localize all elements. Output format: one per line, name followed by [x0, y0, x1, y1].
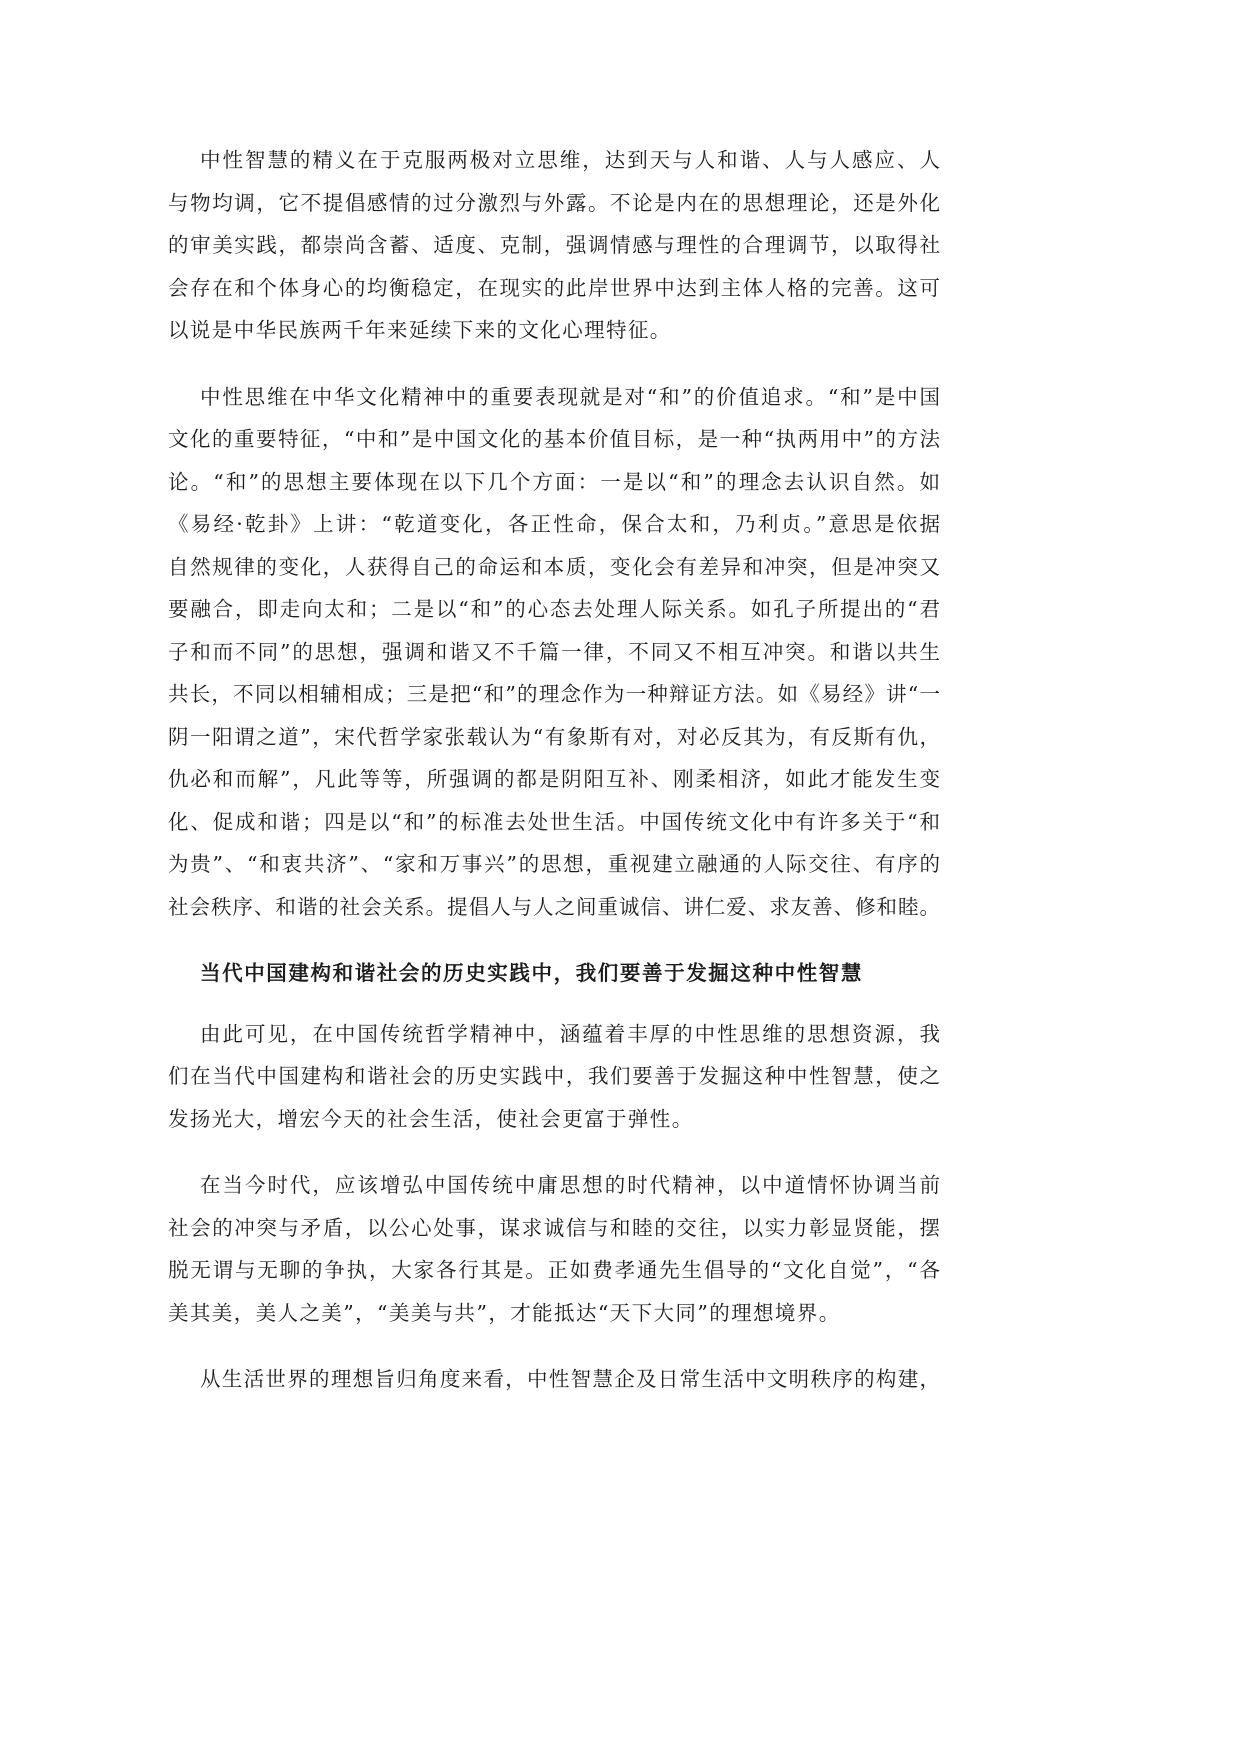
text-line: 从生活世界的理想旨归角度来看，中性智慧企及日常生活中文明秩序的构建， [200, 1367, 940, 1391]
paragraph-5 [168, 1358, 940, 1401]
text-line: 中性思维在中华文化精神中的重要表现就是对“和”的价值追求。“和”是中国 [200, 384, 940, 409]
text-line: 化、促成和谐；四是以“和”的标准去处世生活。中国传统文化中有许多关于“和 [168, 809, 940, 834]
text-line: 为贵”、“和衷共济”、“家和万事兴”的思想，重视建立融通的人际交往、有序的 [168, 852, 940, 876]
text-line: 《易经·乾卦》上讲：“乾道变化，各正性命，保合太和，乃利贞。”意思是依据 [168, 512, 940, 536]
text-line: 子和而不同”的思想，强调和谐又不千篇一律，不同又不相互冲突。和谐以共生 [168, 639, 940, 664]
text-line: 中性智慧的精义在于克服两极对立思维，达到天与人和谐、人与人感应、人 [200, 148, 940, 172]
text-line: 论。“和”的思想主要体现在以下几个方面：一是以“和”的理念去认识自然。如 [168, 469, 940, 494]
paragraph-1 [168, 139, 940, 352]
paragraph-4 [168, 1164, 940, 1334]
text-line: 社会的冲突与矛盾，以公心处事，谋求诚信与和睦的交往，以实力彰显贤能，摆 [168, 1215, 940, 1240]
text-line: 脱无谓与无聊的争执，大家各行其是。正如费孝通先生倡导的“文化自觉”，“各 [168, 1258, 940, 1282]
text-line: 会存在和个体身心的均衡稳定，在现实的此岸世界中达到主体人格的完善。这可 [168, 275, 940, 300]
text-line: 社会秩序、和谐的社会关系。提倡人与人之间重诚信、讲仁爱、求友善、修和睦。 [168, 894, 940, 919]
text-line: 们在当代中国建构和谐社会的历史实践中，我们要善于发掘这种中性智慧，使之 [168, 1064, 940, 1088]
text-line: 共长，不同以相辅相成；三是把“和”的理念作为一种辩证方法。如《易经》讲“一 [168, 682, 940, 706]
section-heading: 当代中国建构和谐社会的历史实践中，我们要善于发掘这种中性智慧 [200, 961, 863, 985]
text-line: 要融合，即走向太和；二是以“和”的心态去处理人际关系。如孔子所提出的“君 [168, 597, 940, 621]
text-line: 仇必和而解”，凡此等等，所强调的都是阴阳互补、刚柔相济，如此才能发生变 [168, 767, 940, 791]
text-line: 阴一阳谓之道”，宋代哲学家张载认为“有象斯有对，对必反其为，有反斯有仇， [168, 724, 940, 749]
text-line: 的审美实践，都崇尚含蓄、适度、克制，强调情感与理性的合理调节，以取得社 [168, 233, 940, 257]
paragraph-3 [168, 1013, 940, 1141]
text-line: 由此可见，在中国传统哲学精神中，涵蕴着丰厚的中性思维的思想资源，我 [200, 1021, 940, 1046]
paragraph-2 [168, 376, 940, 929]
text-line: 美其美，美人之美”，“美美与共”，才能抵达“天下大同”的理想境界。 [168, 1300, 841, 1325]
text-line: 以说是中华民族两千年来延续下来的文化心理特征。 [168, 318, 672, 342]
text-line: 自然规律的变化，人获得自己的命运和本质，变化会有差异和冲突，但是冲突又 [168, 554, 940, 579]
text-line: 文化的重要特征，“中和”是中国文化的基本价值目标，是一种“执两用中”的方法 [168, 427, 940, 451]
text-line: 发扬光大，增宏今天的社会生活，使社会更富于弹性。 [168, 1106, 694, 1131]
text-line: 与物均调，它不提倡感情的过分激烈与外露。不论是内在的思想理论，还是外化 [168, 190, 940, 215]
text-line: 在当今时代，应该增弘中国传统中庸思想的时代精神，以中道情怀协调当前 [200, 1173, 940, 1197]
